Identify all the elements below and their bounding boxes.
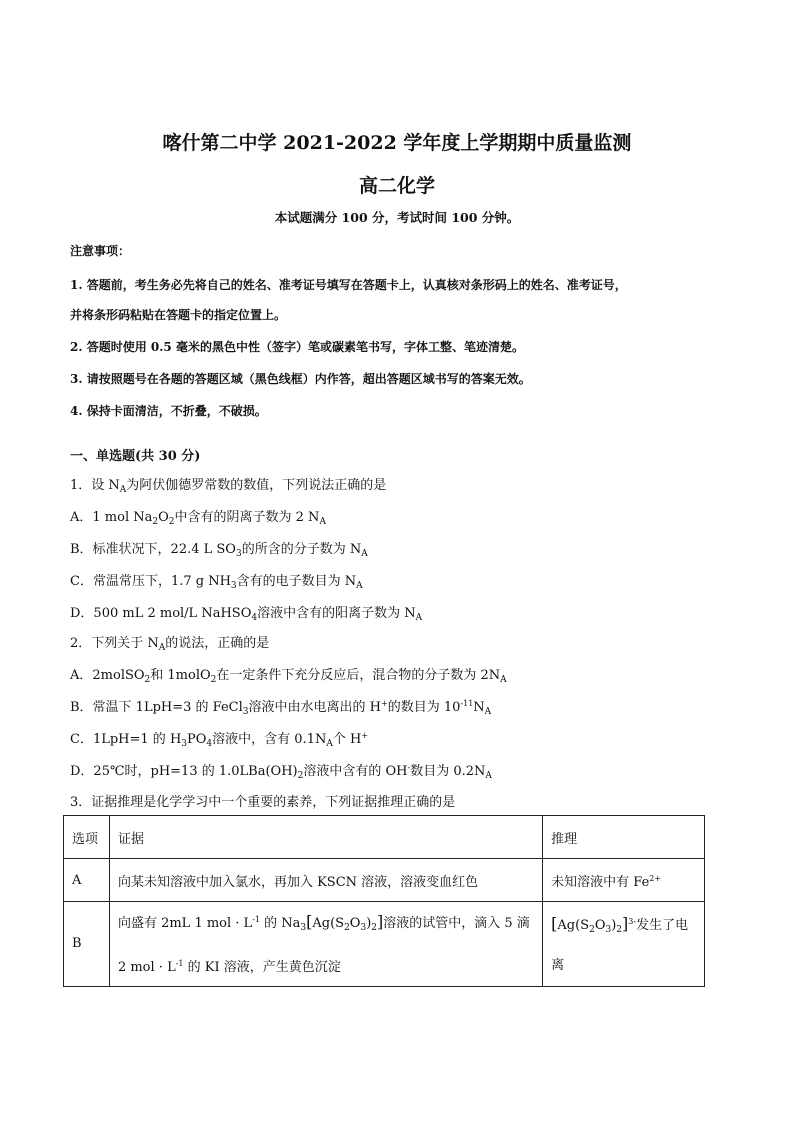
- page-subtitle: 高二化学: [358, 175, 435, 197]
- table-header-row: [64, 816, 705, 859]
- note-4: 4. 保持卡面清洁，不折叠，不破损。: [70, 404, 267, 418]
- table-row: [64, 902, 705, 987]
- row-b-evidence: 向盛有 2mL 1 mol · $L^{-1}$ 的 $Na_3[Ag(S_2O_3)_2]$溶液的试管中，滴入 5 滴 2 mol · $L^{-1}$ 的 KI 溶液，产生黄色沉淀: [109, 902, 542, 987]
- q1-option-b: B．标准状况下，22.4 L $SO_3$的所含的分子数为 $N_A$: [70, 542, 368, 559]
- exam-intro: 本试题满分 100 分，考试时间 100 分钟。: [274, 210, 520, 225]
- row-b-inference: $[Ag(S_2O_3)_2]^{3-}$发生了电 离: [543, 902, 705, 987]
- notes-heading: 注意事项：: [70, 244, 131, 258]
- section-heading: 一、单选题(共 30 分): [70, 449, 201, 464]
- q1-option-a: A．1 mol $Na_2O_2$中含有的阴离子数为 2 $N_A$: [70, 510, 326, 527]
- note-3: 3. 请按照题号在各题的答题区域（黑色线框）内作答，超出答题区域书写的答案无效。: [70, 372, 531, 386]
- evidence-table: [63, 815, 705, 987]
- q3-stem: 3．证据推理是化学学习中一个重要的素养，下列证据推理正确的是: [70, 795, 456, 810]
- q2-option-b: B．常温下 1LpH=3 的 FeCl$_3$溶液中由水电离出的 H+的数目为 $10^{-11}N_A$: [70, 699, 492, 717]
- note-1a: 1. 答题前，考生务必先将自己的姓名、准考证号填写在答题卡上，认真核对条形码上的姓名、准考证号，: [70, 278, 627, 292]
- page-title: 喀什第二中学 2021-2022 学年度上学期期中质量监测: [162, 132, 632, 154]
- header-option: 选项: [64, 816, 110, 859]
- q1-stem: 1．设 $N_A$为阿伏伽德罗常数的数值，下列说法正确的是: [70, 478, 387, 495]
- row-a-option: A: [64, 859, 110, 902]
- header-inference: 推理: [543, 816, 705, 859]
- q2-option-a: A．2molSO$_2$和 1molO$_2$在一定条件下充分反应后，混合物的分子数为 $2N_A$: [70, 668, 507, 685]
- row-a-inference: 未知溶液中有 $Fe^{2+}$: [543, 859, 705, 902]
- row-b-option: B: [64, 902, 110, 987]
- note-2: 2. 答题时使用 0.5 毫米的黑色中性（签字）笔或碳素笔书写，字体工整、笔迹清楚。: [70, 340, 524, 354]
- header-evidence: 证据: [109, 816, 542, 859]
- q2-option-d: D．25℃时，pH=13 的 $1.0LBa(OH)_2$溶液中含有的 OH-数目为 $0.2N_A$: [70, 763, 492, 781]
- table-row: [64, 859, 705, 902]
- q2-stem: 2．下列关于 $N_A$的说法，正确的是: [70, 636, 270, 653]
- row-a-evidence: 向某未知溶液中加入氯水，再加入 KSCN 溶液，溶液变血红色: [109, 859, 542, 902]
- q1-option-c: C．常温常压下，1.7 g $NH_3$含有的电子数目为 $N_A$: [70, 574, 363, 591]
- note-1b: 并将条形码粘贴在答题卡的指定位置上。: [70, 308, 287, 322]
- q2-option-c: C．1LpH=1 的 $H_3PO_4$溶液中，含有 $0.1N_A$个 H+: [70, 731, 369, 749]
- q1-option-d: D．500 mL 2 mol/L NaHSO$_4$溶液中含有的阳离子数为 $N_A$: [70, 606, 423, 623]
